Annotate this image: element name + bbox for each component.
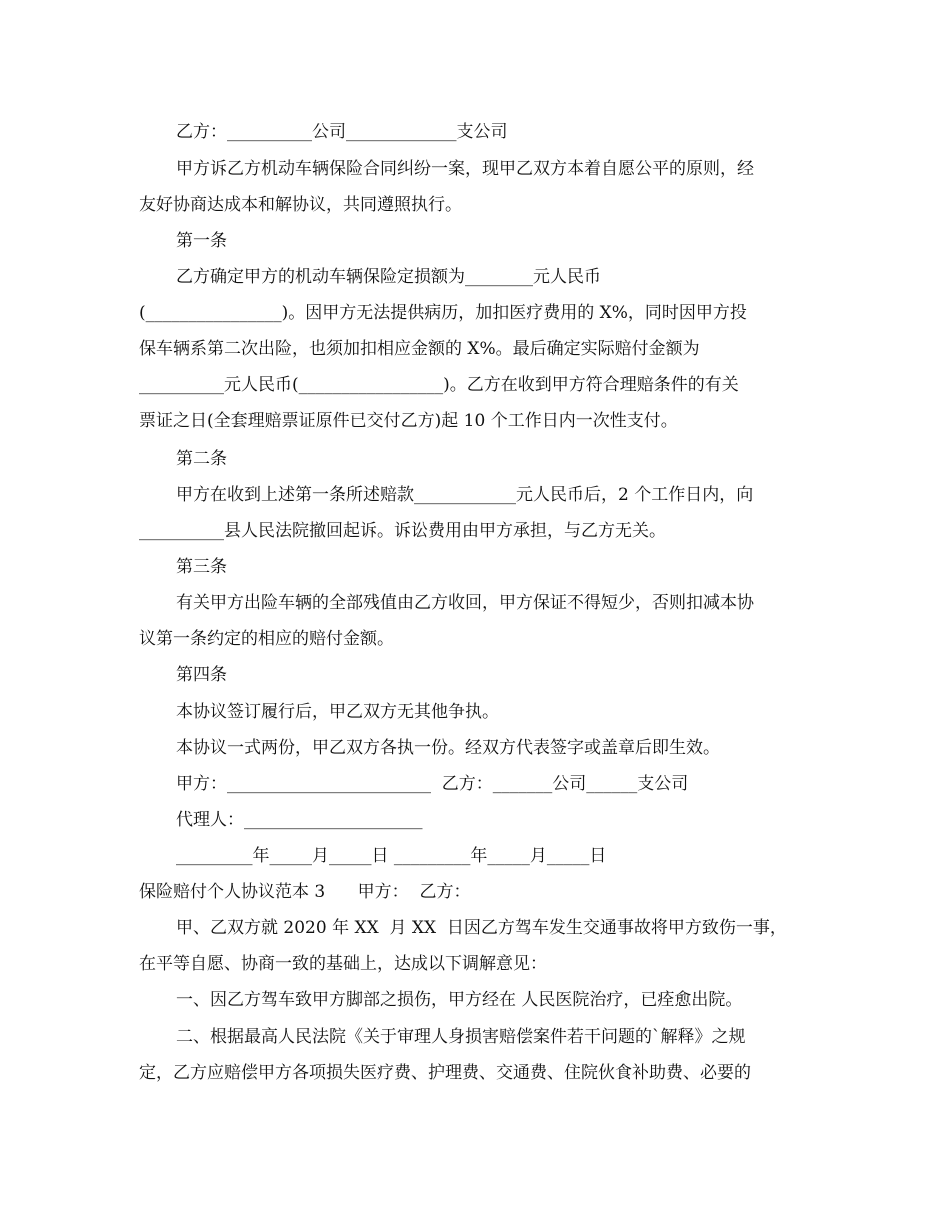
clause-1-line: 一、因乙方驾车致甲方脚部之损伤，甲方经在 人民医院治疗，已痊愈出院。 [176, 990, 743, 1010]
article-4-line: 本协议签订履行后，甲乙双方无其他争执。 [176, 702, 499, 722]
article-1-line: 保车辆系第二次出险，也须加扣相应金额的 X%。最后确定实际赔付金额为 [139, 339, 700, 359]
article-1-line: (________________)。因甲方无法提供病历，加扣医疗费用的 X%，同时因甲方投 [139, 303, 747, 323]
template-3-intro-line: 甲、乙双方就 2020 年 XX 月 XX 日因乙方驾车发生交通事故将甲方致伤一事， [176, 918, 787, 938]
agent-signature-line: 代理人：_____________________ [176, 810, 423, 830]
clause-2-line: 二、根据最高人民法院《关于审理人身损害赔偿案件若干问题的`解释》之规 [176, 1027, 746, 1047]
intro-paragraph-line: 友好协商达成本和解协议，共同遵照执行。 [139, 195, 462, 215]
article-2-line: __________县人民法院撤回起诉。诉讼费用由甲方承担，与乙方无关。 [139, 521, 666, 541]
article-3-heading: 第三条 [176, 557, 227, 577]
article-2-heading: 第二条 [176, 449, 227, 469]
article-4-line: 本协议一式两份，甲乙双方各执一份。经双方代表签字或盖章后即生效。 [176, 738, 720, 758]
signature-parties-line: 甲方：________________________ 乙方：_______公司______支公司 [176, 774, 689, 794]
article-1-line: __________元人民币(_________________)。乙方在收到甲方符合理赔条件的有关 [139, 375, 739, 395]
date-line: _________年_____月_____日 _________年_____月_____日 [176, 846, 607, 866]
template-3-intro-line: 在平等自愿、协商一致的基础上，达成以下调解意见： [139, 954, 547, 974]
party-b-line: 乙方：__________公司_____________支公司 [176, 122, 508, 142]
article-1-line: 票证之日(全套理赔票证原件已交付乙方)起 10 个工作日内一次性支付。 [139, 411, 678, 431]
template-3-title: 保险赔付个人协议范本 3 甲方： 乙方： [139, 882, 471, 902]
article-1-line: 乙方确定甲方的机动车辆保险定损额为________元人民币 [176, 267, 601, 287]
intro-paragraph-line: 甲方诉乙方机动车辆保险合同纠纷一案，现甲乙双方本着自愿公平的原则，经 [176, 159, 754, 179]
article-4-heading: 第四条 [176, 665, 227, 685]
article-3-line: 议第一条约定的相应的赔付金额。 [139, 629, 394, 649]
article-1-heading: 第一条 [176, 231, 227, 251]
article-3-line: 有关甲方出险车辆的全部残值由乙方收回，甲方保证不得短少，否则扣减本协 [176, 593, 754, 613]
article-2-line: 甲方在收到上述第一条所述赔款____________元人民币后，2 个工作日内，向 [176, 485, 754, 505]
clause-2-line: 定，乙方应赔偿甲方各项损失医疗费、护理费、交通费、住院伙食补助费、必要的 [139, 1063, 751, 1083]
